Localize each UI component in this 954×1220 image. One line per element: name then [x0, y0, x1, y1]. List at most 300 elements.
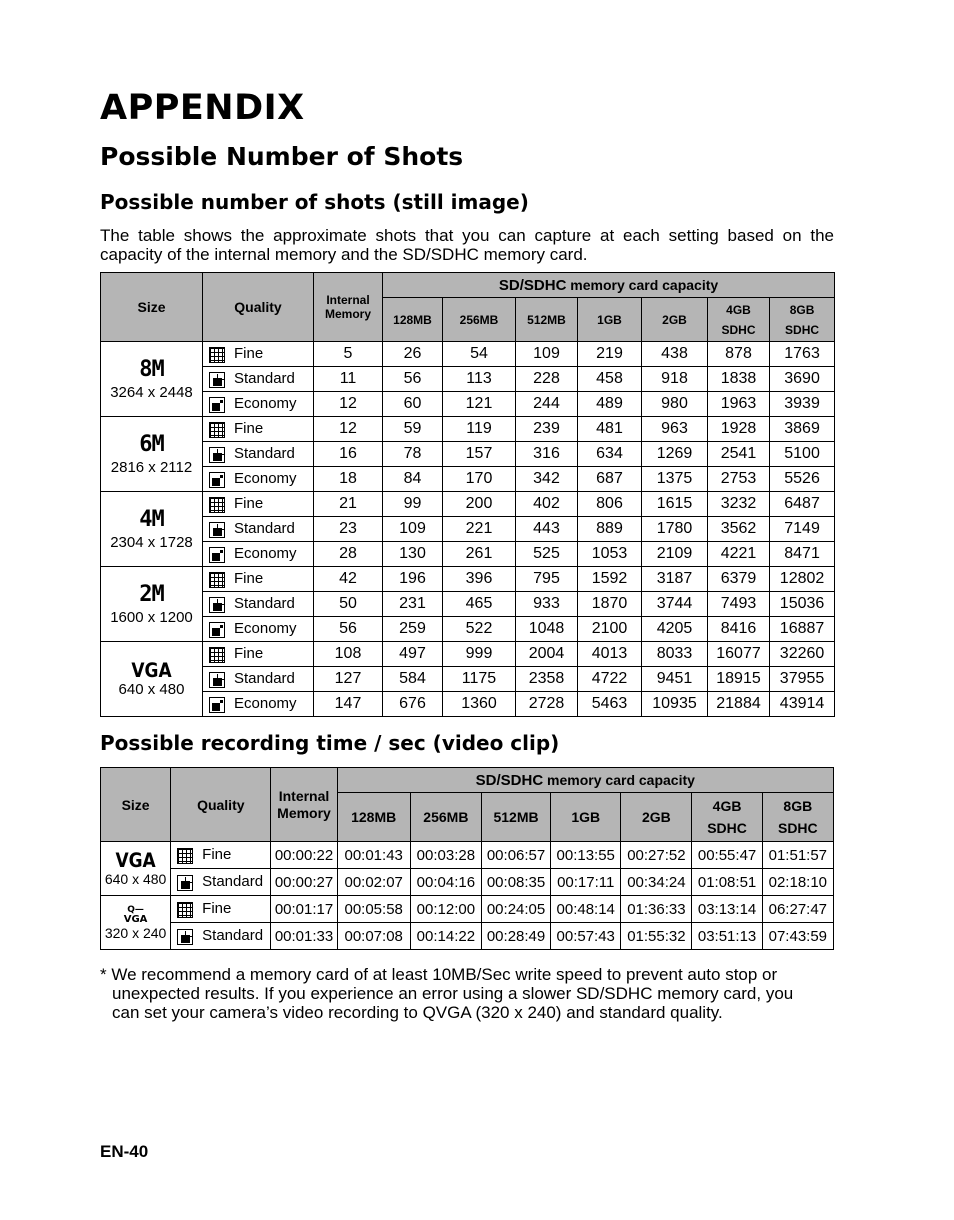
value-cell: 00:14:22 [410, 923, 481, 950]
value-cell: 7149 [770, 517, 835, 542]
value-cell: 396 [443, 567, 516, 592]
value-cell: 00:12:00 [410, 896, 481, 923]
size-cell [101, 492, 203, 567]
header-internal [271, 768, 337, 842]
value-cell: 00:08:35 [481, 869, 550, 896]
value-cell: 443 [516, 517, 578, 542]
quality-cell [203, 517, 314, 542]
header-cap: 2GB [621, 793, 692, 842]
value-cell: 2004 [516, 642, 578, 667]
value-cell: 01:55:32 [621, 923, 692, 950]
size-cell [101, 417, 203, 492]
value-cell: 21 [314, 492, 383, 517]
value-cell: 933 [516, 592, 578, 617]
value-cell: 12 [314, 392, 383, 417]
value-cell: 342 [516, 467, 578, 492]
value-cell: 26 [383, 342, 443, 367]
quality-cell [203, 592, 314, 617]
economy-quality-icon [209, 697, 225, 713]
value-cell: 02:18:10 [762, 869, 833, 896]
value-cell: 4221 [708, 542, 770, 567]
table-row [101, 392, 835, 417]
quality-cell [203, 642, 314, 667]
value-cell: 56 [383, 367, 443, 392]
still-heading: Possible number of shots (still image) [100, 190, 529, 214]
value-cell: 1375 [642, 467, 708, 492]
value-cell: 00:55:47 [692, 842, 762, 869]
size-cell [101, 342, 203, 417]
table-row [101, 542, 835, 567]
value-cell: 00:05:58 [337, 896, 410, 923]
value-cell: 2358 [516, 667, 578, 692]
quality-label: Economy [234, 620, 297, 638]
quality-label: Standard [234, 370, 295, 388]
value-cell: 00:57:43 [551, 923, 621, 950]
table-row [101, 442, 835, 467]
value-cell: 795 [516, 567, 578, 592]
value-cell: 00:27:52 [621, 842, 692, 869]
value-cell: 18 [314, 467, 383, 492]
value-cell: 1175 [443, 667, 516, 692]
value-cell: 999 [443, 642, 516, 667]
quality-cell [203, 342, 314, 367]
qvga-icon: Q— VGA [123, 904, 148, 925]
value-cell: 522 [443, 617, 516, 642]
value-cell: 196 [383, 567, 443, 592]
value-cell: 8033 [642, 642, 708, 667]
value-cell: 239 [516, 417, 578, 442]
size-cell [101, 842, 171, 896]
value-cell: 3744 [642, 592, 708, 617]
value-cell: 980 [642, 392, 708, 417]
resolution-label: 320 x 240 [104, 924, 167, 941]
quality-label: Standard [234, 445, 295, 463]
video-time-table [100, 767, 834, 950]
header-card-capacity [337, 768, 833, 793]
table-row [101, 417, 835, 442]
header-card-rest: memory card capacity [543, 771, 695, 788]
value-cell: 16887 [770, 617, 835, 642]
quality-cell [203, 692, 314, 717]
value-cell: 16 [314, 442, 383, 467]
quality-label: Fine [234, 645, 264, 663]
standard-quality-icon [177, 929, 193, 945]
header-cap: 256MB [410, 793, 481, 842]
header-internal-line2: Memory [277, 804, 331, 821]
header-size: Size [101, 273, 203, 342]
value-cell: 00:48:14 [551, 896, 621, 923]
value-cell: 03:51:13 [692, 923, 762, 950]
value-cell: 2728 [516, 692, 578, 717]
value-cell: 1763 [770, 342, 835, 367]
megapixel-icon: 4M [139, 507, 164, 532]
value-cell: 221 [443, 517, 516, 542]
value-cell: 1048 [516, 617, 578, 642]
value-cell: 584 [383, 667, 443, 692]
value-cell: 963 [642, 417, 708, 442]
quality-label: Standard [234, 595, 295, 613]
value-cell: 01:08:51 [692, 869, 762, 896]
quality-cell [171, 896, 271, 923]
value-cell: 01:51:57 [762, 842, 833, 869]
header-cap-sdhc-size: 8GB [783, 798, 813, 814]
fine-quality-icon [209, 422, 225, 438]
table-row [101, 342, 835, 367]
value-cell: 4722 [578, 667, 642, 692]
value-cell: 12 [314, 417, 383, 442]
value-cell: 01:36:33 [621, 896, 692, 923]
value-cell: 78 [383, 442, 443, 467]
table-row [101, 517, 835, 542]
header-card-prefix: SD/SDHC [475, 771, 544, 789]
header-cap: 128MB [383, 298, 443, 342]
value-cell: 99 [383, 492, 443, 517]
fine-quality-icon [209, 647, 225, 663]
quality-cell [203, 617, 314, 642]
value-cell: 56 [314, 617, 383, 642]
value-cell: 219 [578, 342, 642, 367]
fine-quality-icon [209, 572, 225, 588]
header-cap: 2GB [642, 298, 708, 342]
quality-label: Fine [202, 900, 232, 918]
header-cap: 1GB [578, 298, 642, 342]
standard-quality-icon [209, 522, 225, 538]
value-cell: 00:00:27 [271, 869, 337, 896]
fine-quality-icon [209, 497, 225, 513]
table-row [101, 617, 835, 642]
header-cap: 512MB [481, 793, 550, 842]
value-cell: 23 [314, 517, 383, 542]
quality-cell [171, 842, 271, 869]
value-cell: 3939 [770, 392, 835, 417]
value-cell: 108 [314, 642, 383, 667]
value-cell: 00:01:43 [337, 842, 410, 869]
value-cell: 1269 [642, 442, 708, 467]
table-row [101, 567, 835, 592]
fine-quality-icon [177, 902, 193, 918]
value-cell: 8416 [708, 617, 770, 642]
quality-label: Economy [234, 545, 297, 563]
video-heading: Possible recording time / sec (video clip) [100, 731, 560, 755]
fine-quality-icon [177, 848, 193, 864]
value-cell: 889 [578, 517, 642, 542]
value-cell: 15036 [770, 592, 835, 617]
value-cell: 438 [642, 342, 708, 367]
quality-label: Fine [234, 345, 264, 363]
size-cell [101, 642, 203, 717]
quality-cell [203, 542, 314, 567]
value-cell: 121 [443, 392, 516, 417]
header-cap-sdhc-type: SDHC [707, 820, 747, 836]
header-cap-sdhc-size: 8GB [789, 302, 815, 317]
value-cell: 42 [314, 567, 383, 592]
quality-label: Fine [234, 495, 264, 513]
value-cell: 130 [383, 542, 443, 567]
table-row [101, 492, 835, 517]
quality-label: Standard [234, 670, 295, 688]
value-cell: 228 [516, 367, 578, 392]
value-cell: 2541 [708, 442, 770, 467]
value-cell: 1360 [443, 692, 516, 717]
value-cell: 1053 [578, 542, 642, 567]
standard-quality-icon [209, 447, 225, 463]
value-cell: 7493 [708, 592, 770, 617]
value-cell: 03:13:14 [692, 896, 762, 923]
table-row [101, 642, 835, 667]
value-cell: 00:07:08 [337, 923, 410, 950]
header-cap-sdhc-type: SDHC [785, 322, 820, 337]
size-cell [101, 896, 171, 950]
standard-quality-icon [209, 597, 225, 613]
value-cell: 5526 [770, 467, 835, 492]
economy-quality-icon [209, 547, 225, 563]
value-cell: 1870 [578, 592, 642, 617]
note-line: can set your camera’s video recording to QVGA (320 x 240) and standard quality. [112, 1003, 723, 1022]
standard-quality-icon [209, 372, 225, 388]
header-cap-sdhc-size: 4GB [712, 798, 742, 814]
megapixel-icon: 8M [139, 357, 164, 382]
header-internal-line2: Memory [324, 307, 371, 321]
quality-cell [171, 923, 271, 950]
value-cell: 1928 [708, 417, 770, 442]
header-internal-line1: Internal [278, 787, 330, 804]
quality-label: Economy [234, 695, 297, 713]
value-cell: 00:02:07 [337, 869, 410, 896]
value-cell: 12802 [770, 567, 835, 592]
standard-quality-icon [177, 875, 193, 891]
value-cell: 5 [314, 342, 383, 367]
still-shots-table [100, 272, 835, 717]
value-cell: 119 [443, 417, 516, 442]
value-cell: 806 [578, 492, 642, 517]
header-size: Size [101, 768, 171, 842]
value-cell: 481 [578, 417, 642, 442]
value-cell: 3232 [708, 492, 770, 517]
value-cell: 06:27:47 [762, 896, 833, 923]
quality-label: Standard [202, 873, 264, 891]
recommendation-note [100, 965, 840, 1022]
intro-text: The table shows the approximate shots that you can capture at each setting based on the capacity of the internal memory and the SD/SDHC memory card. [100, 226, 834, 264]
value-cell: 11 [314, 367, 383, 392]
value-cell: 3690 [770, 367, 835, 392]
value-cell: 00:01:33 [271, 923, 337, 950]
value-cell: 6379 [708, 567, 770, 592]
quality-label: Economy [234, 395, 297, 413]
section-title: Possible Number of Shots [100, 142, 464, 171]
value-cell: 402 [516, 492, 578, 517]
vga-icon: VGA [115, 849, 156, 872]
header-card-capacity [383, 273, 835, 298]
header-card-rest: memory card capacity [566, 276, 719, 293]
value-cell: 259 [383, 617, 443, 642]
quality-label: Fine [234, 570, 264, 588]
standard-quality-icon [209, 672, 225, 688]
table-row [101, 842, 834, 869]
value-cell: 1780 [642, 517, 708, 542]
quality-cell [203, 442, 314, 467]
value-cell: 231 [383, 592, 443, 617]
page-title: APPENDIX [100, 88, 305, 128]
header-cap-sdhc [708, 298, 770, 342]
value-cell: 3187 [642, 567, 708, 592]
quality-cell [203, 367, 314, 392]
value-cell: 3869 [770, 417, 835, 442]
fine-quality-icon [209, 347, 225, 363]
value-cell: 00:34:24 [621, 869, 692, 896]
size-cell [101, 567, 203, 642]
value-cell: 525 [516, 542, 578, 567]
value-cell: 5463 [578, 692, 642, 717]
value-cell: 918 [642, 367, 708, 392]
header-cap-sdhc-type: SDHC [777, 820, 818, 836]
value-cell: 157 [443, 442, 516, 467]
value-cell: 2100 [578, 617, 642, 642]
header-cap: 256MB [443, 298, 516, 342]
value-cell: 878 [708, 342, 770, 367]
value-cell: 109 [383, 517, 443, 542]
header-card-prefix: SD/SDHC [498, 276, 567, 294]
value-cell: 1592 [578, 567, 642, 592]
value-cell: 200 [443, 492, 516, 517]
value-cell: 00:00:22 [271, 842, 337, 869]
note-line: unexpected results. If you experience an error using a slower SD/SDHC memory card, you [112, 984, 794, 1003]
quality-cell [203, 392, 314, 417]
header-cap: 1GB [551, 793, 621, 842]
header-cap-sdhc-type: SDHC [721, 322, 756, 337]
table-row [101, 367, 835, 392]
value-cell: 32260 [770, 642, 835, 667]
quality-label: Fine [234, 420, 264, 438]
header-cap: 128MB [337, 793, 410, 842]
header-cap: 512MB [516, 298, 578, 342]
value-cell: 28 [314, 542, 383, 567]
value-cell: 676 [383, 692, 443, 717]
value-cell: 43914 [770, 692, 835, 717]
header-cap-sdhc [770, 298, 835, 342]
economy-quality-icon [209, 472, 225, 488]
value-cell: 00:13:55 [551, 842, 621, 869]
quality-cell [203, 667, 314, 692]
table-row [101, 692, 835, 717]
value-cell: 497 [383, 642, 443, 667]
value-cell: 1615 [642, 492, 708, 517]
value-cell: 00:28:49 [481, 923, 550, 950]
value-cell: 10935 [642, 692, 708, 717]
value-cell: 6487 [770, 492, 835, 517]
header-cap-sdhc [762, 793, 833, 842]
value-cell: 244 [516, 392, 578, 417]
value-cell: 687 [578, 467, 642, 492]
header-quality: Quality [203, 273, 314, 342]
value-cell: 113 [443, 367, 516, 392]
value-cell: 8471 [770, 542, 835, 567]
value-cell: 147 [314, 692, 383, 717]
value-cell: 9451 [642, 667, 708, 692]
value-cell: 1963 [708, 392, 770, 417]
value-cell: 00:17:11 [551, 869, 621, 896]
value-cell: 59 [383, 417, 443, 442]
value-cell: 00:03:28 [410, 842, 481, 869]
resolution-label: 1600 x 1200 [110, 609, 193, 626]
resolution-label: 640 x 480 [118, 680, 185, 698]
value-cell: 170 [443, 467, 516, 492]
quality-label: Standard [234, 520, 295, 538]
value-cell: 21884 [708, 692, 770, 717]
table-row [101, 467, 835, 492]
value-cell: 00:24:05 [481, 896, 550, 923]
value-cell: 07:43:59 [762, 923, 833, 950]
header-internal-line1: Internal [326, 293, 370, 307]
resolution-label: 2304 x 1728 [110, 534, 193, 551]
table-row [101, 923, 834, 950]
vga-icon: VGA [131, 659, 172, 682]
page-number: EN-40 [100, 1142, 149, 1161]
value-cell: 3562 [708, 517, 770, 542]
value-cell: 18915 [708, 667, 770, 692]
megapixel-icon: 2M [139, 582, 164, 607]
value-cell: 489 [578, 392, 642, 417]
header-internal [314, 273, 383, 342]
value-cell: 5100 [770, 442, 835, 467]
value-cell: 00:01:17 [271, 896, 337, 923]
quality-label: Economy [234, 470, 297, 488]
table-row [101, 869, 834, 896]
value-cell: 634 [578, 442, 642, 467]
quality-label: Standard [202, 927, 264, 945]
quality-label: Fine [202, 846, 232, 864]
table-row [101, 667, 835, 692]
economy-quality-icon [209, 397, 225, 413]
value-cell: 4013 [578, 642, 642, 667]
value-cell: 316 [516, 442, 578, 467]
header-cap-sdhc [692, 793, 762, 842]
quality-cell [203, 492, 314, 517]
header-quality: Quality [171, 768, 271, 842]
value-cell: 54 [443, 342, 516, 367]
value-cell: 1838 [708, 367, 770, 392]
value-cell: 4205 [642, 617, 708, 642]
table-row [101, 592, 835, 617]
value-cell: 127 [314, 667, 383, 692]
quality-cell [203, 567, 314, 592]
value-cell: 00:04:16 [410, 869, 481, 896]
resolution-label: 2816 x 2112 [110, 459, 193, 476]
table-row [101, 896, 834, 923]
value-cell: 2753 [708, 467, 770, 492]
value-cell: 50 [314, 592, 383, 617]
qvga-icon-label: VGA [123, 913, 148, 925]
value-cell: 458 [578, 367, 642, 392]
quality-cell [203, 467, 314, 492]
value-cell: 60 [383, 392, 443, 417]
value-cell: 261 [443, 542, 516, 567]
megapixel-icon: 6M [139, 432, 164, 457]
note-line: * We recommend a memory card of at least 10MB/Sec write speed to prevent auto stop or [100, 965, 778, 984]
quality-cell [203, 417, 314, 442]
header-cap-sdhc-size: 4GB [726, 302, 751, 317]
value-cell: 16077 [708, 642, 770, 667]
value-cell: 2109 [642, 542, 708, 567]
value-cell: 37955 [770, 667, 835, 692]
value-cell: 84 [383, 467, 443, 492]
value-cell: 109 [516, 342, 578, 367]
value-cell: 00:06:57 [481, 842, 550, 869]
value-cell: 465 [443, 592, 516, 617]
resolution-label: 3264 x 2448 [110, 384, 193, 401]
quality-cell [171, 869, 271, 896]
resolution-label: 640 x 480 [104, 870, 167, 887]
economy-quality-icon [209, 622, 225, 638]
